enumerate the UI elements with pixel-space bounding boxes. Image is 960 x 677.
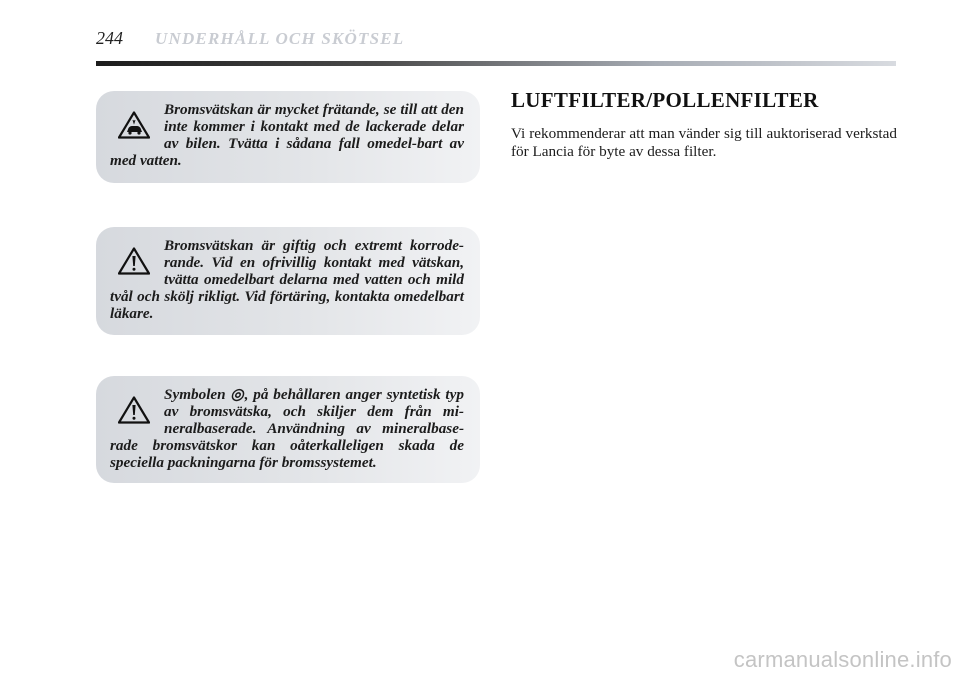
warning-triangle-icon <box>118 396 150 424</box>
header-rule <box>96 61 896 66</box>
watermark: carmanualsonline.info <box>733 647 952 672</box>
warning-box-paint <box>96 91 480 183</box>
warning-text: Bromsvätskan är giftig och extremt korrode-rande. Vid en ofrivillig kontakt med vätskan, tvätta omedelbart delarna med vatten och mild tvål och skölj rikligt. Vid förtäring, kontakta omedelbart läkare. <box>110 237 464 322</box>
warning-text: Symbolen ◎, på behållaren anger syntetisk typ av bromsvätska, och skiljer dem från mi-neralbaserade. Användning av mineralbase-rade bromsvätskor kan oåterkalleligen skada de speciella packningarna för bromssystemet. <box>110 386 464 471</box>
section-title: LUFTFILTER/POLLENFILTER <box>511 88 819 112</box>
car-paint-warning-icon <box>118 111 150 139</box>
warning-text: Bromsvätskan är mycket frätande, se till att den inte kommer i kontakt med de lackerade delar av bilen. Tvätta i sådana fall omedel-bart av med vatten. <box>110 101 464 169</box>
warning-box-toxic <box>96 227 480 335</box>
section-body: Vi rekommenderar att man vänder sig till auktoriserad verkstad för Lancia för byte av dessa filter. <box>511 125 897 160</box>
warning-box-synthetic <box>96 376 480 483</box>
warning-triangle-icon <box>118 247 150 275</box>
running-head: UNDERHÅLL OCH SKÖTSEL <box>155 29 405 48</box>
page-number: 244 <box>96 28 123 48</box>
